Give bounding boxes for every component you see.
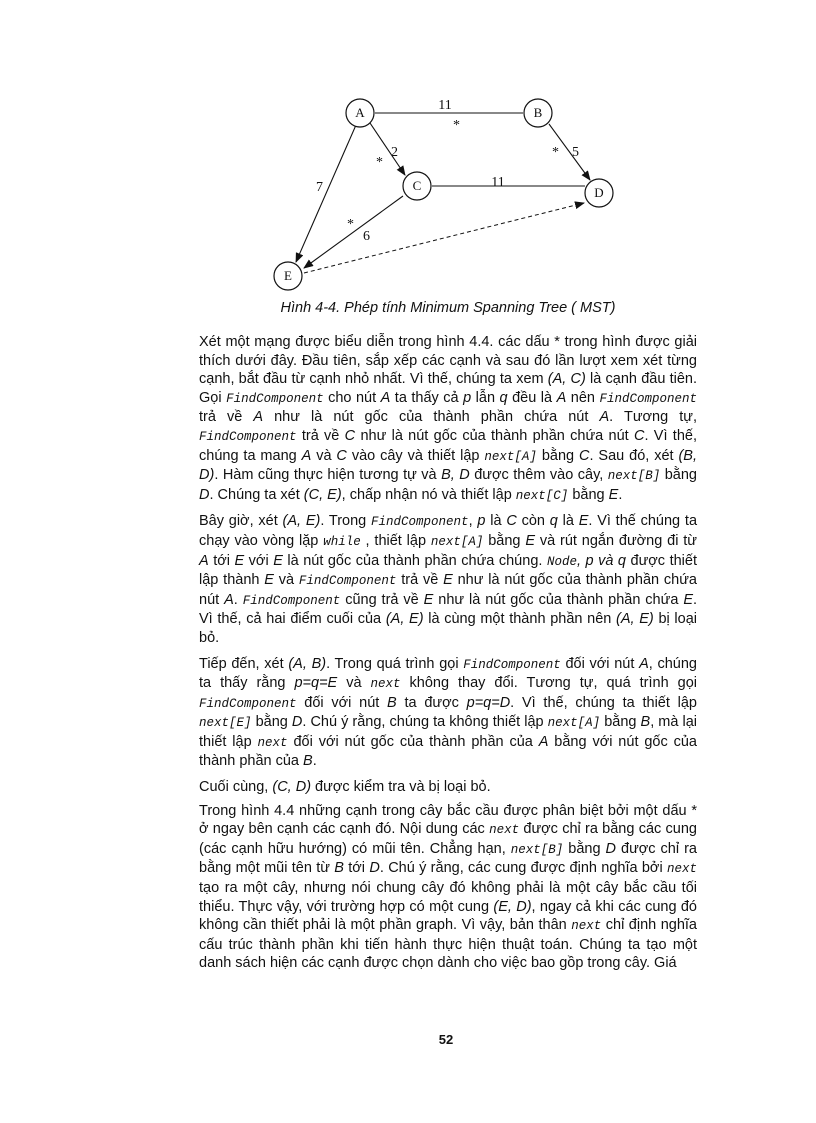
italic-term: (E, D) [493,898,532,915]
text-run: được thiết lập thành [199,552,697,589]
text-run: . Trong quá trình gọi [326,655,464,672]
text-run: như là nút gốc của thành phần chứa nút [355,427,634,444]
code-term: next[A] [547,716,601,731]
italic-term: E [608,486,619,503]
node-a-label: A [355,105,365,120]
node-b-label: B [533,105,543,120]
text-run: Xét một mạng được biểu diễn trong hình 4.4. các dấu * trong hình được giải thích dưới đây. Đầu tiên, sắp xếp các cạnh và sau đó lần lượt xem xét từng cạnh, bắt đầu từ cạnh nhỏ nhất. Vì thế, chúng ta xem [199,334,697,388]
text-run: bằng [483,532,526,549]
text-run: bằng [536,447,579,464]
code-term: next [666,862,697,877]
mst-marker-ab: * [453,118,460,133]
text-run: đối với nút [560,655,640,672]
code-term: next[B] [607,469,661,484]
text-run: ta được [396,694,467,711]
node-a [346,99,374,127]
code-term: FindComponent [199,696,297,711]
weight-cd: 11 [491,175,505,190]
text-run: . Tương tự, [609,409,697,426]
paragraph-4 [199,778,697,797]
text-run: đối với nút gốc của thành phần của [287,733,539,750]
italic-term: D [291,714,303,731]
text-run: được kiểm tra và bị loại bỏ. [311,779,491,796]
text-run: đối với nút [296,694,388,711]
text-run: ta thấy cả [390,389,464,406]
italic-term: D [605,840,617,857]
text-run: , chúng ta thấy rằng [199,655,697,692]
text-run: Tiếp đến, xét [199,655,289,672]
code-term: Node [546,554,577,569]
italic-term: E [578,513,589,530]
weight-bd: 5 [572,145,579,160]
italic-term: (C, E) [303,486,342,503]
text-run: là nút gốc của thành phần chứa chúng. [282,552,547,569]
code-term: next [571,919,602,934]
code-term: next [370,677,401,692]
italic-term: C [336,447,347,464]
figure-caption: Hình 4-4. Phép tính Minimum Spanning Tree ( MST) [280,300,616,316]
weight-ae: 7 [316,180,323,195]
italic-term: D [199,486,210,503]
text-run: và [273,572,299,589]
code-term: next[E] [199,716,252,731]
mst-graph-figure [260,88,640,298]
code-term: FindComponent [599,391,697,406]
text-run: . Chú ý rằng, các cung được định nghĩa bởi [379,860,667,877]
text-run: . Vì thế, chúng ta thiết lập [510,694,697,711]
italic-term: A [380,389,391,406]
text-run: với [244,552,274,569]
node-b [524,99,552,127]
italic-term: (A, C) [547,371,586,388]
italic-term: A [556,389,567,406]
italic-term: C [633,427,645,444]
italic-term: p [463,389,472,406]
paragraph-3 [199,655,697,772]
text-run: . Sau đó, xét [589,447,679,464]
italic-term: C [506,513,517,530]
italic-term: A [639,655,649,672]
italic-term: , p và q [576,552,626,569]
node-e-label: E [284,268,292,283]
weight-ab: 11 [438,98,452,113]
italic-term: E [443,572,453,589]
italic-term: B, D [441,467,470,484]
text-run: . Vì thế, chúng ta mang [199,427,697,464]
weight-ac: 2 [391,145,398,160]
italic-term: (A, E) [616,611,654,628]
text-run: bằng [563,840,606,857]
code-term: FindComponent [226,391,324,406]
text-run: lẫn [471,389,500,406]
text-run: . Chú ý rằng, chúng ta không thiết lập [302,714,548,731]
text-run: , thiết lập [360,532,431,549]
italic-term: q [549,513,558,530]
italic-term: (C, D) [272,779,312,796]
text-run: , chấp nhận nó và thiết lập [341,486,516,503]
italic-term: B [334,860,344,877]
text-run: nên [566,389,600,406]
code-term: next [489,823,520,838]
text-run: bằng [660,467,697,484]
text-run: là cạnh đầu tiên. Gọi [199,371,697,406]
text-run: và [311,447,337,464]
code-term: FindComponent [298,574,397,589]
text-run: . Vì thế, cả hai điểm cuối của [199,591,698,628]
text-run: bằng với nút gốc của thành phần của [199,733,698,770]
italic-term: p [477,513,486,530]
italic-term: E [273,552,283,569]
text-run: bằng [251,714,292,731]
node-e [274,262,302,290]
text-run: cũng trả về [340,591,424,608]
text-run: . [233,591,243,608]
edge-a-e [296,125,356,262]
text-run: tới [343,860,370,877]
text-run: như là nút gốc của thành phần chứa nút [263,409,600,426]
weight-ce: 6 [363,229,370,244]
text-run: . [618,486,623,503]
text-run: trả về [199,409,254,426]
text-run: chỉ định nghĩa cấu trúc thành phần khi tiến hành thực hiện thuật toán. Chúng ta tạo một danh sách hiện các cạnh được chọn dành cho việc bao gồp trong cây. Giá [199,917,697,972]
code-term: FindComponent [463,657,561,672]
node-d [585,179,613,207]
text-run: được chỉ ra bằng một mũi tên từ [199,840,697,877]
code-term: next [257,735,288,750]
italic-term: C [579,447,590,464]
code-term: FindComponent [199,429,297,444]
code-term: while [323,534,361,549]
text-run: còn [516,513,550,530]
text-run: . [312,753,317,770]
node-c-label: C [412,178,422,193]
italic-term: (A, E) [385,611,424,628]
text-run: là [557,513,579,530]
text-run: trả về [296,427,345,444]
code-term: FindComponent [242,593,341,608]
text-run: đều là [507,389,557,406]
paragraph-2 [199,512,697,647]
italic-term: A [301,447,312,464]
page-number: 52 [438,1032,454,1047]
text-run: bằng [600,714,641,731]
mst-marker-ce: * [347,217,354,232]
text-run: , mà lại thiết lập [199,714,697,750]
text-run: tới [208,552,235,569]
italic-term: E [234,552,245,569]
italic-term: E [423,591,434,608]
mst-marker-bd: * [552,145,559,160]
italic-term: A [224,591,234,608]
edge-c-e [304,196,403,268]
italic-term: C [344,427,356,444]
text-run: và rút ngắn đường đi từ [535,532,698,549]
text-run: . Chúng ta xét [209,486,304,503]
mst-marker-ac: * [376,155,383,170]
italic-term: E [525,532,536,549]
italic-term: E [264,572,274,589]
text-run: cho nút [323,389,381,406]
italic-term: p=q=D [466,694,511,711]
italic-term: A [199,552,209,569]
text-run: bị loại bỏ. [199,611,698,646]
text-run: là cùng một thành phần nên [423,611,617,628]
text-run: và [337,675,371,692]
graph-svg [260,88,640,298]
text-run: vào cây và thiết lập [346,447,485,464]
text-run: được thêm vào cây, [469,467,608,484]
italic-term: (B, D) [199,447,697,484]
text-run: không thay đổi. Tương tự, quá trình gọi [400,675,698,692]
text-run: là [485,513,507,530]
text-run: trả về [396,572,444,589]
italic-term: B [303,753,313,770]
italic-term: D [369,860,380,877]
text-run: như là nút gốc của thành phần chứa nút [199,572,697,608]
text-run: được chỉ ra bằng các cung (các cạnh hữu hướng) có mũi tên. Chẳng hạn, [199,821,697,857]
code-term: FindComponent [371,515,469,530]
code-term: next[A] [430,534,484,549]
italic-term: p=q=E [294,675,338,692]
paragraph-1 [199,333,697,505]
italic-term: E [683,591,693,608]
italic-term: B [387,694,397,711]
code-term: next[C] [515,488,569,503]
code-term: next[B] [510,842,564,857]
body-text [199,333,697,980]
italic-term: (A, B) [288,655,327,672]
code-term: next[A] [484,449,537,464]
text-run: . Trong [320,513,372,530]
node-d-label: D [594,185,604,200]
paragraph-5 [199,802,697,973]
text-run: Trong hình 4.4 những cạnh trong cây bắc cầu được phân biệt bởi một dấu * ở ngay bên cạnh các cạnh đó. Nội dung các [199,802,697,838]
text-run: như là nút gốc của thành phần chứa [433,591,684,608]
italic-term: A [599,409,610,426]
text-run: , [468,513,478,530]
text-run: Bây giờ, xét [199,513,283,530]
text-run: Cuối cùng, [199,779,273,796]
italic-term: A [253,409,264,426]
italic-term: B [640,714,651,731]
text-run: bằng [568,486,609,503]
italic-term: A [538,733,549,750]
italic-term: q [499,389,508,406]
italic-term: (A, E) [282,513,321,530]
text-run: tạo ra một cây, nhưng nói chung cây đó không phải là một cây bắc cầu tối thiểu. Thực vậy, với trường hợp có một cung [199,880,697,915]
node-c [403,172,431,200]
text-run: . Vì thế chúng ta chạy vào vòng lặp [199,513,698,549]
text-run: , ngay cả khi các cung đó không cần thiết phải là một phần graph. Vì vậy, bản thân [199,898,697,934]
text-run: . Hàm cũng thực hiện tương tự và [214,467,442,484]
